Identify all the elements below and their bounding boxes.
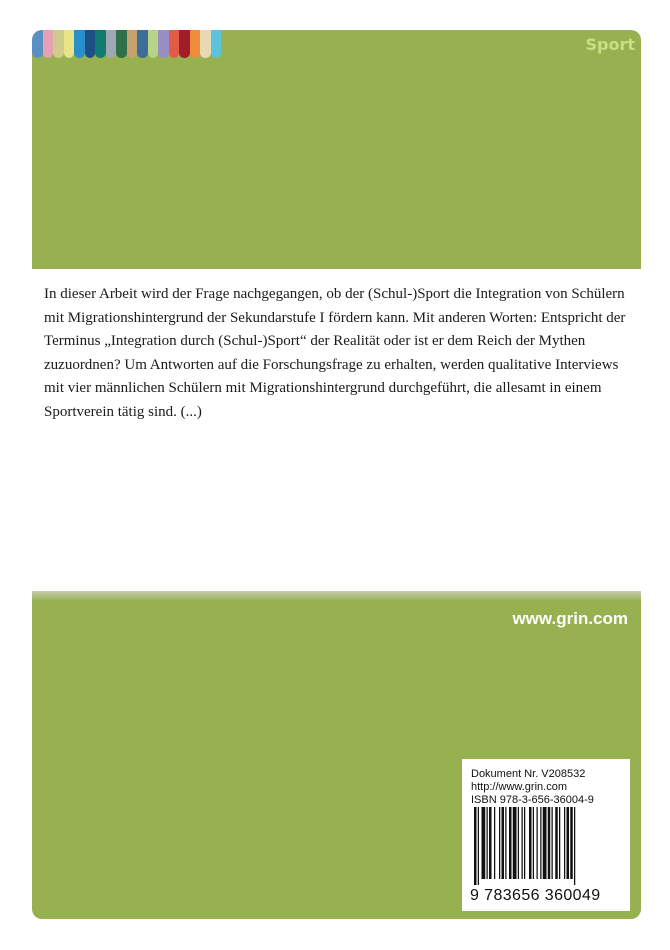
barcode-bars	[474, 807, 620, 885]
barcode-digits: 9 783656 360049	[470, 887, 601, 904]
color-stripe	[169, 30, 180, 58]
color-stripe	[158, 30, 169, 58]
color-stripe	[116, 30, 127, 58]
abstract-text: In dieser Arbeit wird der Frage nachgegangen, ob der (Schul-)Sport die Integration von Schülern mit Migrationshintergrund der Sekundarstufe I fördern kann. Mit anderen Worten: Entspricht der Terminus „Integration durch (Schul-)Sport“ der Realität oder ist er dem Reich der Mythen zuzuordnen? Um Antworten auf die Forschungsfrage zu erhalten, werden qualitative Interviews mit vier männlichen Schülern mit Migrationshintergrund durchgeführt, die allesamt in einem Sportverein tätig sind. (...)	[44, 286, 626, 420]
color-stripes	[32, 30, 221, 58]
color-stripe	[95, 30, 106, 58]
abstract-panel	[32, 269, 641, 591]
color-stripe	[190, 30, 201, 58]
publisher-url[interactable]: www.grin.com	[512, 609, 628, 628]
category-label: Sport	[585, 35, 635, 54]
color-stripe	[179, 30, 190, 58]
book-back-cover	[32, 30, 641, 919]
color-stripe	[53, 30, 64, 58]
barcode-box	[462, 759, 630, 911]
isbn: ISBN 978-3-656-36004-9	[471, 794, 594, 806]
color-stripe	[200, 30, 211, 58]
color-stripe	[74, 30, 85, 58]
document-number: Dokument Nr. V208532	[471, 768, 586, 780]
color-stripe	[32, 30, 43, 58]
color-stripe	[148, 30, 159, 58]
color-stripe	[85, 30, 96, 58]
color-stripe	[211, 30, 222, 58]
color-stripe	[64, 30, 75, 58]
color-stripe	[127, 30, 138, 58]
panel-shadow	[32, 591, 641, 601]
color-stripe	[137, 30, 148, 58]
color-stripe	[43, 30, 54, 58]
barcode-info	[471, 768, 594, 807]
color-stripe	[106, 30, 117, 58]
publisher-web: http://www.grin.com	[471, 781, 567, 793]
